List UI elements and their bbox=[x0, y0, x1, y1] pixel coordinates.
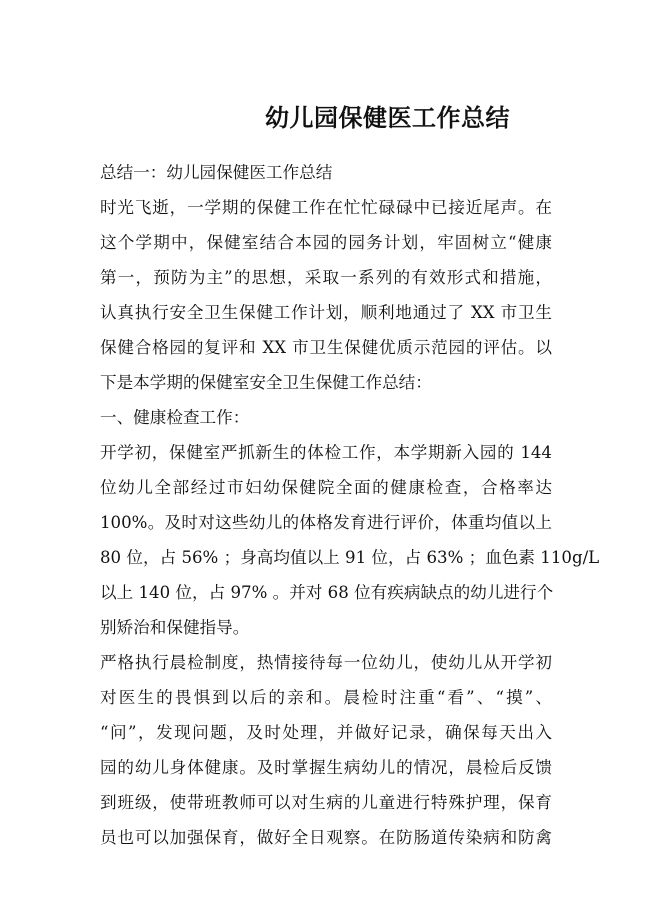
section-heading: 总结一：幼儿园保健医工作总结 bbox=[100, 163, 333, 182]
body-line: 以上 140 位，占 97% 。并对 68 位有疾病缺点的幼儿进行个 bbox=[100, 583, 554, 602]
body-line: 这个学期中，保健室结合本园的园务计划，牢固树立“健康 bbox=[100, 233, 552, 252]
body-line: 下是本学期的保健室安全卫生保健工作总结： bbox=[100, 373, 432, 392]
body-line: 认真执行安全卫生保健工作计划，顺利地通过了 XX 市卫生 bbox=[100, 303, 552, 322]
body-line: 对医生的畏惧到以后的亲和。晨检时注重“看”、“摸”、 bbox=[100, 688, 552, 707]
body-line: 位幼儿全部经过市妇幼保健院全面的健康检查，合格率达 bbox=[100, 478, 552, 497]
body-line: 时光飞逝，一学期的保健工作在忙忙碌碌中已接近尾声。在 bbox=[100, 198, 552, 217]
document-body bbox=[100, 155, 600, 855]
body-line: 80 位，占 56% ；身高均值以上 91 位，占 63% ；血色素 110g/L bbox=[100, 548, 600, 567]
subsection-heading: 一、健康检查工作： bbox=[100, 408, 250, 427]
body-line: 园的幼儿身体健康。及时掌握生病幼儿的情况，晨检后反馈 bbox=[100, 758, 552, 777]
body-line: 开学初，保健室严抓新生的体检工作，本学期新入园的 144 bbox=[100, 443, 552, 462]
body-line: 员也可以加强保育，做好全日观察。在防肠道传染病和防禽 bbox=[100, 828, 552, 847]
body-line: 严格执行晨检制度，热情接待每一位幼儿，使幼儿从开学初 bbox=[100, 653, 552, 672]
document-title: 幼儿园保健医工作总结 bbox=[265, 104, 510, 132]
body-line: “问”，发现问题，及时处理，并做好记录，确保每天出入 bbox=[100, 723, 552, 742]
body-line: 第一，预防为主”的思想，采取一系列的有效形式和措施， bbox=[100, 268, 552, 287]
body-line: 保健合格园的复评和 XX 市卫生保健优质示范园的评估。以 bbox=[100, 338, 552, 357]
body-line: 到班级，使带班教师可以对生病的儿童进行特殊护理，保育 bbox=[100, 793, 552, 812]
body-line: 别矫治和保健指导。 bbox=[100, 618, 250, 637]
body-line: 100%。及时对这些幼儿的体格发育进行评价，体重均值以上 bbox=[100, 513, 552, 532]
